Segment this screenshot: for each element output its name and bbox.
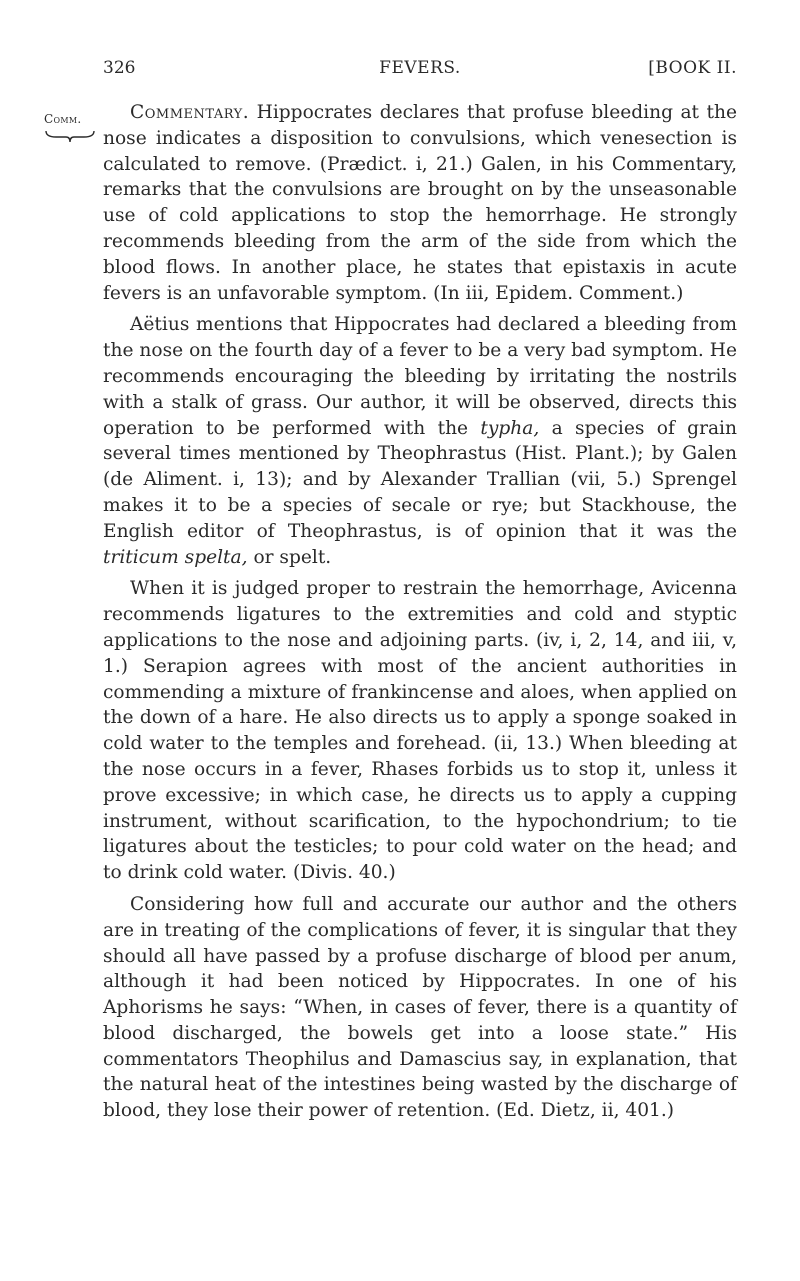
paragraph-text: a species of grain several times mentioned by Theophrastus (Hist. Plant.); by Galen (de Aliment. i, 13); and by Alexander Trallian (vii, 5.) Sprengel makes it to be a species of secale or rye; but Stackhouse, the English editor of Theophrastus, is of opinion that it was the [103, 417, 737, 542]
paragraph-text: or spelt. [247, 546, 332, 568]
brace-icon [44, 128, 96, 144]
paragraph-avicenna [103, 576, 737, 886]
commentary-heading: Commentary. [130, 102, 250, 123]
paragraph-text: Aëtius mentions that Hippocrates had declared a bleeding from the nose on the fourth day of a fever to be a very bad symptom. He recommends encouraging the bleeding by irritating the nostrils with a stalk of grass. Our author, it will be observed, directs this operation to be performed with the [103, 314, 737, 439]
book-label: [BOOK II. [648, 58, 737, 78]
page-number: 326 [103, 58, 136, 78]
italic-term-triticum: triticum spelta, [103, 546, 248, 568]
italic-term-typha: typha, [480, 417, 540, 439]
margin-note: Comm. [44, 112, 82, 126]
paragraph-aetius [103, 312, 737, 570]
paragraph-text: When it is judged proper to restrain the hemorrhage, Avicenna recommends ligatures to the extremities and cold and styptic applications to the nose and adjoining parts. (iv, i, 2, 14, and iii, v, 1.) Serapion agrees with most of the ancient authorities in commending a mixture of frankincense and aloes, when applied on the down of a hare. He also directs us to apply a sponge soaked in cold water to the temples and forehead. (ii, 13.) When bleeding at the nose occurs in a fever, Rhases forbids us to stop it, unless it prove excessive; in which case, he directs us to apply a cupping instrument, without scarification, to the hypochondrium; to tie ligatures about the testicles; to pour cold water on the head; and to drink cold water. (Divis. 40.) [103, 578, 737, 884]
paragraph-text: Hippocrates declares that profuse bleeding at the nose indicates a disposition to convulsions, which venesection is calculated to remove. (Prædict. i, 21.) Galen, in his Commentary, remarks that the convulsions are brought on by the unseasonable use of cold applications to stop the hemorrhage. He strongly recommends bleeding from the arm of the side from which the blood flows. In another place, he states that epistaxis in acute fevers is an unfavorable symptom. (In iii, Epidem. Comment.) [103, 102, 737, 304]
paragraph-considering [103, 892, 737, 1124]
paragraph-commentary [103, 100, 737, 306]
chapter-title: FEVERS. [379, 58, 461, 78]
body-text [103, 100, 737, 1130]
paragraph-text: Considering how full and accurate our author and the others are in treating of the complications of fever, it is singular that they should all have passed by a profuse discharge of blood per anum, although it had been noticed by Hippocrates. In one of his Aphorisms he says: “When, in cases of fever, there is a quantity of blood discharged, the bowels get into a loose state.” His commentators Theophilus and Damascius say, in explanation, that the natural heat of the intestines being wasted by the discharge of blood, they lose their power of retention. (Ed. Dietz, ii, 401.) [103, 893, 737, 1122]
running-head [103, 58, 737, 88]
